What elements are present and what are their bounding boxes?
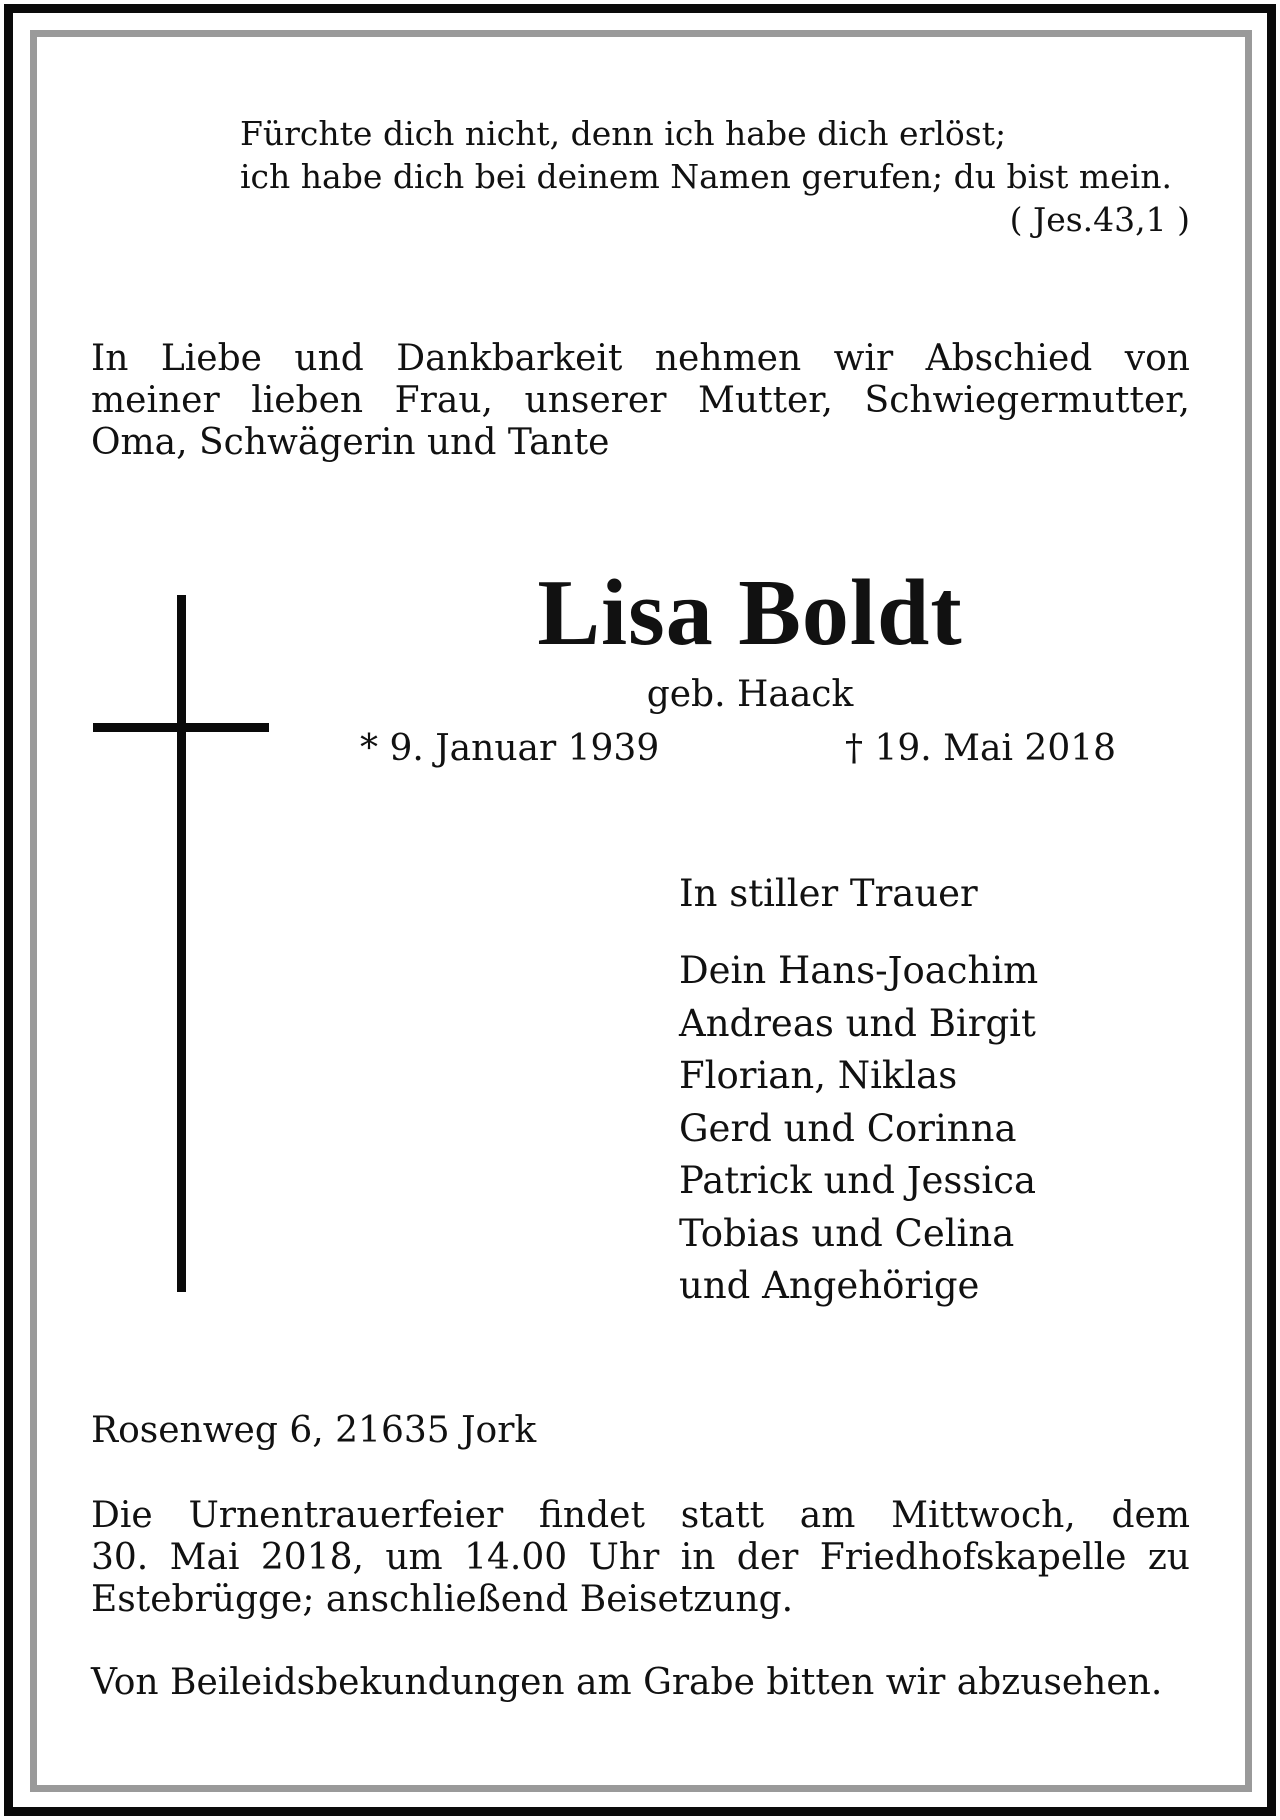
service-line-2: 30. Mai 2018, um 14.00 Uhr in der Friedhofskapelle zu (91, 1537, 1190, 1578)
cross-icon-horizontal-bar (93, 723, 269, 732)
cross-icon-vertical-bar (177, 595, 186, 1292)
birth-date: * 9. Januar 1939 (360, 728, 660, 769)
farewell-line-2: meiner lieben Frau, unserer Mutter, Schwiegermutter, (91, 380, 1190, 421)
mourner-item: Tobias und Celina (679, 1211, 1015, 1255)
closing-note: Von Beileidsbekundungen am Grabe bitten wir abzusehen. (91, 1662, 1163, 1703)
mourner-item: Dein Hans-Joachim (679, 949, 1039, 992)
mourner-item: Gerd und Corinna (679, 1106, 1017, 1150)
mourner-item: Andreas und Birgit (679, 1001, 1036, 1045)
verse-line-2: ich habe dich bei deinem Namen gerufen; du bist mein. (240, 157, 1172, 196)
deceased-name: Lisa Boldt (537, 561, 963, 665)
farewell-text (91, 338, 1190, 464)
verse-reference: ( Jes.43,1 ) (1009, 200, 1190, 239)
mourner-item: und Angehörige (679, 1264, 980, 1307)
farewell-line-1: In Liebe und Dankbarkeit nehmen wir Abschied von (91, 338, 1190, 379)
family-address: Rosenweg 6, 21635 Jork (91, 1410, 537, 1451)
mourner-item: Florian, Niklas (679, 1054, 958, 1097)
verse-line-1: Fürchte dich nicht, denn ich habe dich erlöst; (240, 114, 1007, 153)
service-line-1: Die Urnentrauerfeier findet statt am Mittwoch, dem (91, 1495, 1190, 1536)
mourner-item: Patrick und Jessica (679, 1159, 1037, 1202)
death-date: † 19. Mai 2018 (845, 728, 1117, 769)
maiden-name: geb. Haack (646, 674, 854, 715)
mourning-heading: In stiller Trauer (679, 872, 978, 915)
funeral-service-text (91, 1495, 1190, 1621)
mourners-list (679, 945, 1038, 1313)
farewell-line-3: Oma, Schwägerin und Tante (91, 422, 610, 463)
service-line-3: Estebrügge; anschließend Beisetzung. (91, 1579, 794, 1620)
bible-verse (240, 112, 1190, 241)
